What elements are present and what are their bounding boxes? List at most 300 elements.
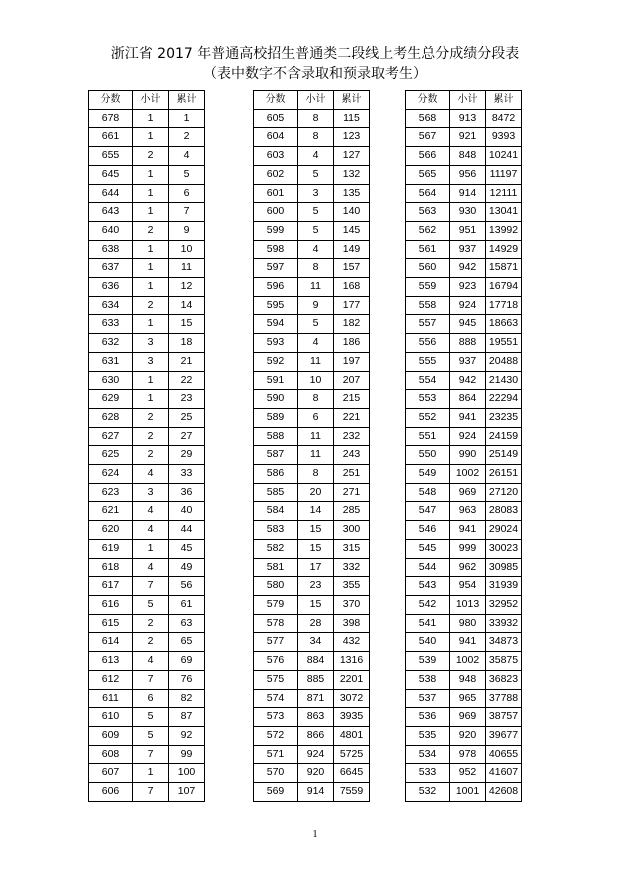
score-cell: 585 <box>254 483 298 502</box>
score-cell: 582 <box>254 539 298 558</box>
subtotal-cell: 4 <box>298 240 334 259</box>
score-cell: 581 <box>254 558 298 577</box>
score-cell: 568 <box>406 109 450 128</box>
table-row <box>254 427 370 446</box>
score-cell: 573 <box>254 708 298 727</box>
subtotal-cell: 1 <box>133 371 169 390</box>
score-cell: 543 <box>406 577 450 596</box>
table-row <box>406 315 522 334</box>
cumulative-cell: 65 <box>169 633 205 652</box>
cumulative-cell: 4 <box>169 147 205 166</box>
score-cell: 614 <box>89 633 133 652</box>
cumulative-cell: 33 <box>169 465 205 484</box>
score-cell: 637 <box>89 259 133 278</box>
table-row <box>406 165 522 184</box>
cumulative-cell: 398 <box>334 614 370 633</box>
table-row <box>89 371 205 390</box>
score-cell: 607 <box>89 764 133 783</box>
subtotal-cell: 1002 <box>450 465 486 484</box>
score-cell: 606 <box>89 783 133 802</box>
header-score: 分数 <box>89 91 133 110</box>
score-cell: 612 <box>89 670 133 689</box>
cumulative-cell: 18663 <box>486 315 522 334</box>
table-row <box>254 334 370 353</box>
score-cell: 594 <box>254 315 298 334</box>
subtotal-cell: 999 <box>450 539 486 558</box>
table-row <box>89 652 205 671</box>
subtotal-cell: 8 <box>298 259 334 278</box>
subtotal-cell: 7 <box>133 783 169 802</box>
cumulative-cell: 17718 <box>486 296 522 315</box>
subtotal-cell: 863 <box>298 708 334 727</box>
table-row <box>254 745 370 764</box>
subtotal-cell: 948 <box>450 670 486 689</box>
table-row <box>89 147 205 166</box>
subtotal-cell: 3 <box>133 352 169 371</box>
cumulative-cell: 15 <box>169 315 205 334</box>
cumulative-cell: 3935 <box>334 708 370 727</box>
table-row <box>254 446 370 465</box>
score-cell: 558 <box>406 296 450 315</box>
subtotal-cell: 5 <box>133 595 169 614</box>
table-row <box>89 221 205 240</box>
score-cell: 644 <box>89 184 133 203</box>
cumulative-cell: 23 <box>169 390 205 409</box>
cumulative-cell: 145 <box>334 221 370 240</box>
subtotal-cell: 23 <box>298 577 334 596</box>
table-row <box>89 390 205 409</box>
subtotal-cell: 4 <box>133 521 169 540</box>
score-table-3 <box>405 90 522 802</box>
subtotal-cell: 2 <box>133 221 169 240</box>
score-cell: 599 <box>254 221 298 240</box>
subtotal-cell: 4 <box>133 652 169 671</box>
table-row <box>254 109 370 128</box>
cumulative-cell: 33932 <box>486 614 522 633</box>
cumulative-cell: 251 <box>334 465 370 484</box>
subtotal-cell: 956 <box>450 165 486 184</box>
subtotal-cell: 20 <box>298 483 334 502</box>
cumulative-cell: 30023 <box>486 539 522 558</box>
subtotal-cell: 1 <box>133 278 169 297</box>
table-row <box>89 315 205 334</box>
cumulative-cell: 132 <box>334 165 370 184</box>
score-table-2 <box>253 90 370 802</box>
cumulative-cell: 13992 <box>486 221 522 240</box>
header-score: 分数 <box>406 91 450 110</box>
subtotal-cell: 914 <box>450 184 486 203</box>
table-row <box>254 352 370 371</box>
score-cell: 562 <box>406 221 450 240</box>
cumulative-cell: 1316 <box>334 652 370 671</box>
subtotal-cell: 920 <box>450 726 486 745</box>
cumulative-cell: 10 <box>169 240 205 259</box>
cumulative-cell: 87 <box>169 708 205 727</box>
table-row <box>406 184 522 203</box>
table-row <box>406 352 522 371</box>
score-cell: 615 <box>89 614 133 633</box>
table-row <box>89 128 205 147</box>
score-cell: 547 <box>406 502 450 521</box>
score-cell: 591 <box>254 371 298 390</box>
score-cell: 611 <box>89 689 133 708</box>
score-cell: 624 <box>89 465 133 484</box>
cumulative-cell: 432 <box>334 633 370 652</box>
cumulative-cell: 12 <box>169 278 205 297</box>
score-cell: 578 <box>254 614 298 633</box>
cumulative-cell: 7559 <box>334 783 370 802</box>
cumulative-cell: 24159 <box>486 427 522 446</box>
table-row <box>254 708 370 727</box>
subtotal-cell: 10 <box>298 371 334 390</box>
cumulative-cell: 40 <box>169 502 205 521</box>
subtotal-cell: 1 <box>133 259 169 278</box>
score-cell: 633 <box>89 315 133 334</box>
cumulative-cell: 41607 <box>486 764 522 783</box>
cumulative-cell: 157 <box>334 259 370 278</box>
table-row <box>254 652 370 671</box>
table-row <box>89 670 205 689</box>
table-row <box>406 539 522 558</box>
cumulative-cell: 6645 <box>334 764 370 783</box>
table-row <box>406 726 522 745</box>
subtotal-cell: 937 <box>450 352 486 371</box>
cumulative-cell: 22294 <box>486 390 522 409</box>
subtotal-cell: 9 <box>298 296 334 315</box>
cumulative-cell: 149 <box>334 240 370 259</box>
cumulative-cell: 2201 <box>334 670 370 689</box>
cumulative-cell: 3072 <box>334 689 370 708</box>
cumulative-cell: 56 <box>169 577 205 596</box>
cumulative-cell: 4801 <box>334 726 370 745</box>
score-cell: 536 <box>406 708 450 727</box>
cumulative-cell: 19551 <box>486 334 522 353</box>
cumulative-cell: 32952 <box>486 595 522 614</box>
score-cell: 548 <box>406 483 450 502</box>
table-row <box>254 259 370 278</box>
score-cell: 638 <box>89 240 133 259</box>
table-row <box>254 296 370 315</box>
score-cell: 598 <box>254 240 298 259</box>
cumulative-cell: 38757 <box>486 708 522 727</box>
cumulative-cell: 10241 <box>486 147 522 166</box>
score-cell: 600 <box>254 203 298 222</box>
table-row <box>254 203 370 222</box>
score-cell: 605 <box>254 109 298 128</box>
table-row <box>406 465 522 484</box>
cumulative-cell: 140 <box>334 203 370 222</box>
table-row <box>254 783 370 802</box>
table-row <box>89 465 205 484</box>
subtotal-cell: 963 <box>450 502 486 521</box>
table-row <box>254 726 370 745</box>
subtotal-cell: 885 <box>298 670 334 689</box>
subtotal-cell: 7 <box>133 577 169 596</box>
subtotal-cell: 8 <box>298 109 334 128</box>
table-row <box>254 371 370 390</box>
cumulative-cell: 127 <box>334 147 370 166</box>
table-row <box>89 259 205 278</box>
score-cell: 559 <box>406 278 450 297</box>
cumulative-cell: 40655 <box>486 745 522 764</box>
score-cell: 571 <box>254 745 298 764</box>
cumulative-cell: 5725 <box>334 745 370 764</box>
table-row <box>406 521 522 540</box>
score-cell: 586 <box>254 465 298 484</box>
subtotal-cell: 1 <box>133 390 169 409</box>
table-row <box>89 726 205 745</box>
cumulative-cell: 36823 <box>486 670 522 689</box>
score-cell: 561 <box>406 240 450 259</box>
score-cell: 572 <box>254 726 298 745</box>
cumulative-cell: 76 <box>169 670 205 689</box>
subtotal-cell: 4 <box>133 502 169 521</box>
subtotal-cell: 1 <box>133 203 169 222</box>
table-row <box>254 315 370 334</box>
score-cell: 553 <box>406 390 450 409</box>
table-row <box>89 203 205 222</box>
table-row <box>406 502 522 521</box>
score-cell: 596 <box>254 278 298 297</box>
table-row <box>406 240 522 259</box>
subtotal-cell: 980 <box>450 614 486 633</box>
table-row <box>406 278 522 297</box>
cumulative-cell: 34873 <box>486 633 522 652</box>
table-row <box>89 184 205 203</box>
subtotal-cell: 1001 <box>450 783 486 802</box>
subtotal-cell: 5 <box>298 315 334 334</box>
cumulative-cell: 29 <box>169 446 205 465</box>
table-row <box>89 783 205 802</box>
cumulative-cell: 25 <box>169 408 205 427</box>
subtotal-cell: 5 <box>298 165 334 184</box>
subtotal-cell: 11 <box>298 278 334 297</box>
subtotal-cell: 15 <box>298 521 334 540</box>
score-cell: 636 <box>89 278 133 297</box>
score-cell: 630 <box>89 371 133 390</box>
table-row <box>406 371 522 390</box>
cumulative-cell: 215 <box>334 390 370 409</box>
cumulative-cell: 37788 <box>486 689 522 708</box>
score-cell: 601 <box>254 184 298 203</box>
cumulative-cell: 42608 <box>486 783 522 802</box>
table-row <box>406 783 522 802</box>
table-row <box>89 764 205 783</box>
subtotal-cell: 8 <box>298 465 334 484</box>
score-cell: 570 <box>254 764 298 783</box>
cumulative-cell: 16794 <box>486 278 522 297</box>
cumulative-cell: 315 <box>334 539 370 558</box>
subtotal-cell: 5 <box>133 708 169 727</box>
score-cell: 535 <box>406 726 450 745</box>
header-cumulative: 累计 <box>486 91 522 110</box>
table-row <box>89 109 205 128</box>
score-cell: 619 <box>89 539 133 558</box>
cumulative-cell: 15871 <box>486 259 522 278</box>
score-cell: 564 <box>406 184 450 203</box>
cumulative-cell: 271 <box>334 483 370 502</box>
table-row <box>406 483 522 502</box>
cumulative-cell: 63 <box>169 614 205 633</box>
cumulative-cell: 11 <box>169 259 205 278</box>
score-cell: 629 <box>89 390 133 409</box>
score-cell: 590 <box>254 390 298 409</box>
cumulative-cell: 107 <box>169 783 205 802</box>
cumulative-cell: 61 <box>169 595 205 614</box>
cumulative-cell: 30985 <box>486 558 522 577</box>
cumulative-cell: 31939 <box>486 577 522 596</box>
subtotal-cell: 962 <box>450 558 486 577</box>
cumulative-cell: 21 <box>169 352 205 371</box>
score-cell: 565 <box>406 165 450 184</box>
cumulative-cell: 197 <box>334 352 370 371</box>
score-cell: 628 <box>89 408 133 427</box>
score-cell: 542 <box>406 595 450 614</box>
cumulative-cell: 6 <box>169 184 205 203</box>
score-cell: 551 <box>406 427 450 446</box>
cumulative-cell: 11197 <box>486 165 522 184</box>
cumulative-cell: 285 <box>334 502 370 521</box>
cumulative-cell: 232 <box>334 427 370 446</box>
cumulative-cell: 135 <box>334 184 370 203</box>
cumulative-cell: 39677 <box>486 726 522 745</box>
table-row <box>89 689 205 708</box>
cumulative-cell: 168 <box>334 278 370 297</box>
subtotal-cell: 924 <box>298 745 334 764</box>
subtotal-cell: 15 <box>298 539 334 558</box>
table-row <box>406 708 522 727</box>
table-row <box>406 221 522 240</box>
table-row <box>254 408 370 427</box>
subtotal-cell: 6 <box>133 689 169 708</box>
score-cell: 625 <box>89 446 133 465</box>
cumulative-cell: 21430 <box>486 371 522 390</box>
cumulative-cell: 12111 <box>486 184 522 203</box>
table-row <box>254 502 370 521</box>
table-row <box>254 764 370 783</box>
table-row <box>89 745 205 764</box>
document-subtitle: （表中数字不含录取和预录取考生） <box>203 66 427 82</box>
subtotal-cell: 6 <box>298 408 334 427</box>
table-row <box>406 408 522 427</box>
score-cell: 589 <box>254 408 298 427</box>
subtotal-cell: 28 <box>298 614 334 633</box>
score-cell: 618 <box>89 558 133 577</box>
score-table-1 <box>88 90 205 802</box>
subtotal-cell: 1 <box>133 315 169 334</box>
subtotal-cell: 969 <box>450 483 486 502</box>
table-row <box>406 334 522 353</box>
score-cell: 563 <box>406 203 450 222</box>
header-subtotal: 小计 <box>298 91 334 110</box>
subtotal-cell: 3 <box>133 334 169 353</box>
score-cell: 584 <box>254 502 298 521</box>
table-row <box>406 670 522 689</box>
subtotal-cell: 942 <box>450 371 486 390</box>
cumulative-cell: 2 <box>169 128 205 147</box>
subtotal-cell: 1 <box>133 165 169 184</box>
score-cell: 595 <box>254 296 298 315</box>
table-row <box>406 446 522 465</box>
header-subtotal: 小计 <box>450 91 486 110</box>
subtotal-cell: 14 <box>298 502 334 521</box>
cumulative-cell: 36 <box>169 483 205 502</box>
table-row <box>254 633 370 652</box>
table-row <box>89 633 205 652</box>
score-cell: 549 <box>406 465 450 484</box>
cumulative-cell: 8472 <box>486 109 522 128</box>
subtotal-cell: 1013 <box>450 595 486 614</box>
score-cell: 576 <box>254 652 298 671</box>
subtotal-cell: 34 <box>298 633 334 652</box>
table-row <box>254 521 370 540</box>
score-cell: 566 <box>406 147 450 166</box>
score-cell: 608 <box>89 745 133 764</box>
score-cell: 632 <box>89 334 133 353</box>
table-row <box>254 558 370 577</box>
subtotal-cell: 1 <box>133 539 169 558</box>
score-cell: 617 <box>89 577 133 596</box>
cumulative-cell: 9 <box>169 221 205 240</box>
subtotal-cell: 2 <box>133 408 169 427</box>
score-cell: 580 <box>254 577 298 596</box>
cumulative-cell: 115 <box>334 109 370 128</box>
score-cell: 643 <box>89 203 133 222</box>
table-row <box>406 577 522 596</box>
table-row <box>254 689 370 708</box>
table-row <box>406 390 522 409</box>
score-cell: 552 <box>406 408 450 427</box>
subtotal-cell: 1 <box>133 128 169 147</box>
table-row <box>89 708 205 727</box>
table-row <box>254 165 370 184</box>
table-row <box>406 633 522 652</box>
table-row <box>406 128 522 147</box>
score-cell: 678 <box>89 109 133 128</box>
cumulative-cell: 186 <box>334 334 370 353</box>
table-row <box>89 427 205 446</box>
header-subtotal: 小计 <box>133 91 169 110</box>
table-row <box>89 165 205 184</box>
score-cell: 575 <box>254 670 298 689</box>
subtotal-cell: 15 <box>298 595 334 614</box>
score-cell: 627 <box>89 427 133 446</box>
cumulative-cell: 20488 <box>486 352 522 371</box>
subtotal-cell: 920 <box>298 764 334 783</box>
cumulative-cell: 182 <box>334 315 370 334</box>
table-row <box>406 109 522 128</box>
cumulative-cell: 207 <box>334 371 370 390</box>
subtotal-cell: 978 <box>450 745 486 764</box>
table-row <box>254 595 370 614</box>
subtotal-cell: 866 <box>298 726 334 745</box>
table-row <box>406 745 522 764</box>
score-cell: 544 <box>406 558 450 577</box>
score-cell: 593 <box>254 334 298 353</box>
cumulative-cell: 45 <box>169 539 205 558</box>
subtotal-cell: 4 <box>133 558 169 577</box>
subtotal-cell: 5 <box>298 203 334 222</box>
subtotal-cell: 8 <box>298 390 334 409</box>
header-cumulative: 累计 <box>169 91 205 110</box>
table-row <box>254 128 370 147</box>
table-row <box>89 614 205 633</box>
cumulative-cell: 25149 <box>486 446 522 465</box>
subtotal-cell: 1 <box>133 240 169 259</box>
table-row <box>406 296 522 315</box>
score-cell: 631 <box>89 352 133 371</box>
score-cell: 540 <box>406 633 450 652</box>
